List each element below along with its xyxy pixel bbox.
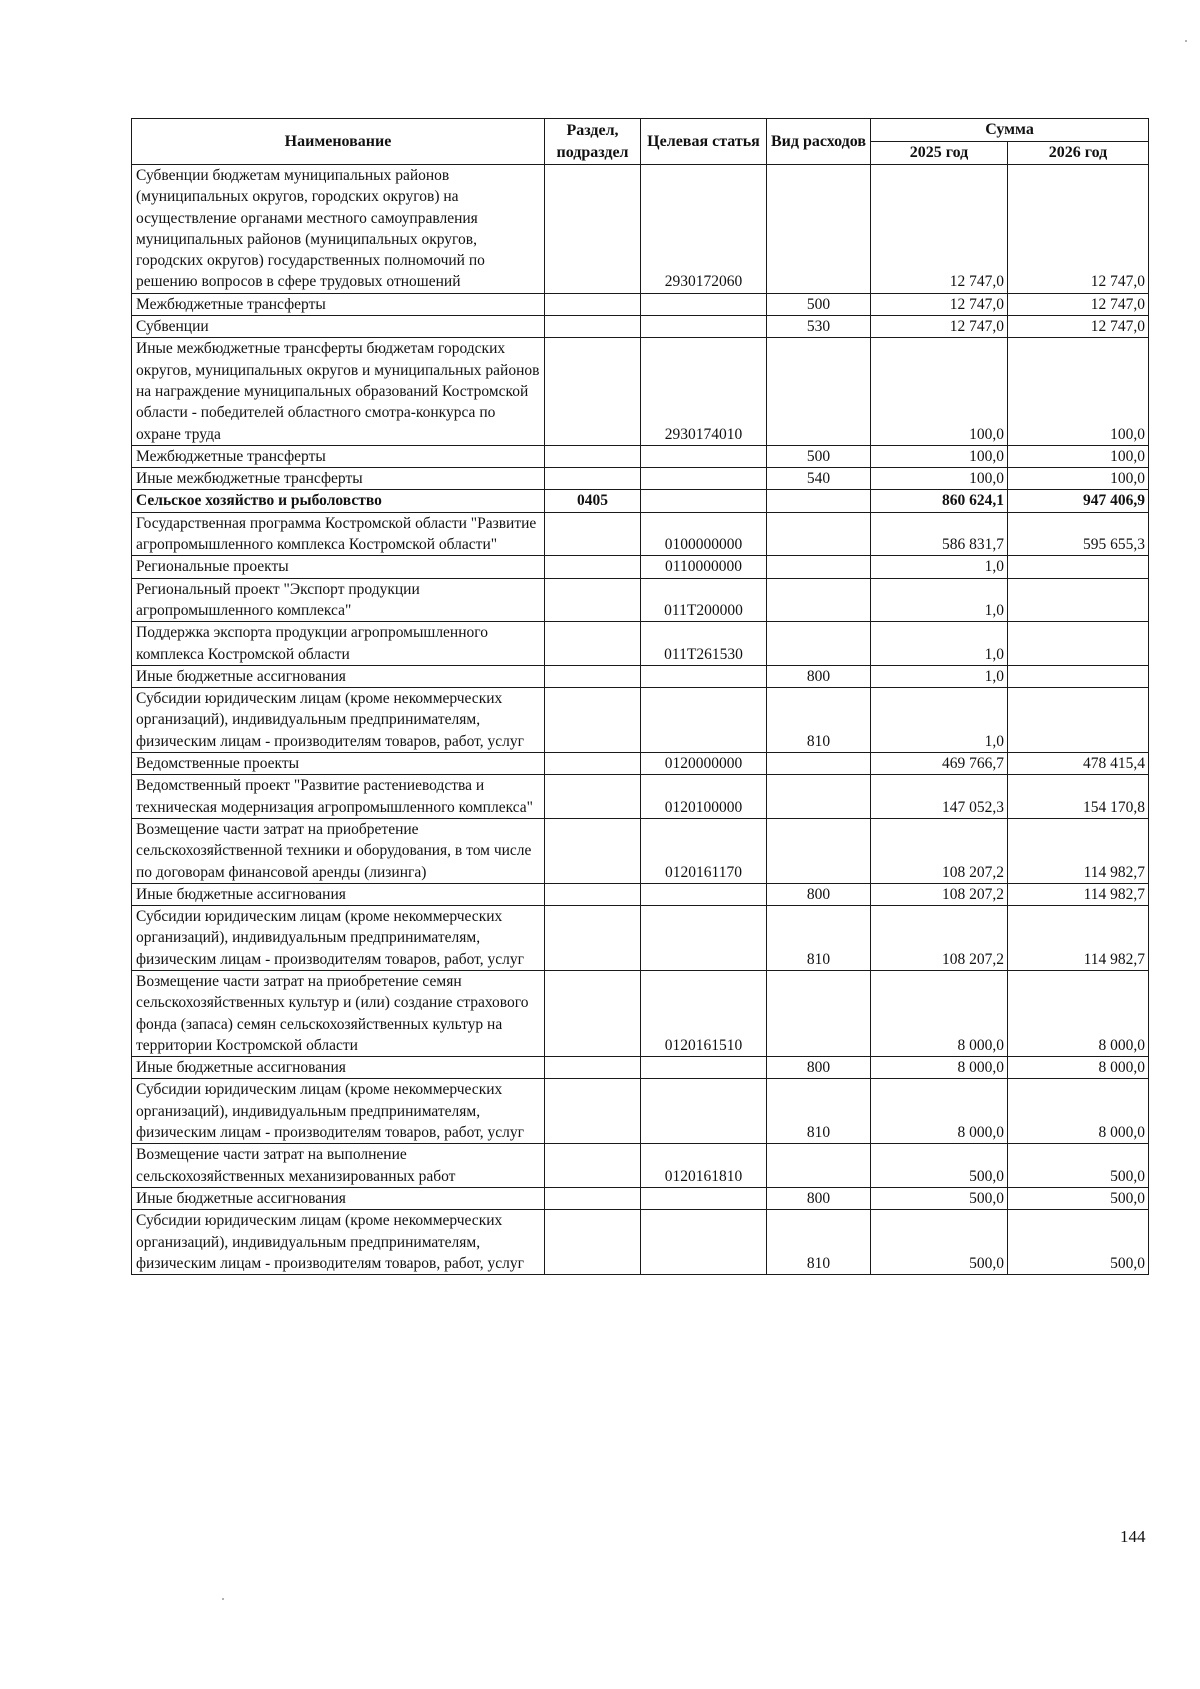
cell-kind [767, 970, 871, 1056]
cell-2026: 100,0 [1008, 338, 1149, 445]
cell-target [641, 316, 767, 338]
cell-section [545, 665, 641, 687]
table-row [132, 1210, 1149, 1275]
table-row [132, 556, 1149, 578]
cell-kind [767, 818, 871, 883]
cell-2026 [1008, 556, 1149, 578]
cell-2026: 8 000,0 [1008, 970, 1149, 1056]
cell-kind: 500 [767, 445, 871, 467]
cell-section [545, 445, 641, 467]
table-row [132, 1187, 1149, 1209]
cell-target: 0110000000 [641, 556, 767, 578]
cell-kind: 800 [767, 1057, 871, 1079]
cell-name: Поддержка экспорта продукции агропромышленного комплекса Костромской области [132, 622, 545, 666]
header-2025: 2025 год [871, 142, 1008, 165]
cell-2025: 8 000,0 [871, 1079, 1008, 1144]
page-number: 144 [1120, 1527, 1146, 1546]
header-section: Раздел, подраздел [545, 119, 641, 165]
table-row [132, 578, 1149, 622]
cell-2026 [1008, 688, 1149, 753]
cell-name: Региональный проект "Экспорт продукции агропромышленного комплекса" [132, 578, 545, 622]
cell-name: Ведомственные проекты [132, 753, 545, 775]
cell-2026: 500,0 [1008, 1144, 1149, 1188]
cell-2026 [1008, 622, 1149, 666]
cell-2026: 114 982,7 [1008, 818, 1149, 883]
cell-name: Возмещение части затрат на выполнение сельскохозяйственных механизированных работ [132, 1144, 545, 1188]
header-kind: Вид расходов [767, 119, 871, 165]
cell-2026 [1008, 665, 1149, 687]
cell-target [641, 906, 767, 971]
cell-2026: 500,0 [1008, 1187, 1149, 1209]
cell-kind [767, 165, 871, 294]
cell-2026: 500,0 [1008, 1210, 1149, 1275]
cell-2026 [1008, 578, 1149, 622]
cell-kind [767, 622, 871, 666]
cell-2026: 8 000,0 [1008, 1079, 1149, 1144]
cell-2026: 114 982,7 [1008, 906, 1149, 971]
cell-2025: 108 207,2 [871, 818, 1008, 883]
cell-name: Сельское хозяйство и рыболовство [132, 490, 545, 512]
cell-target [641, 293, 767, 315]
cell-2025: 12 747,0 [871, 165, 1008, 294]
table-row [132, 906, 1149, 971]
cell-section [545, 1144, 641, 1188]
cell-2025: 100,0 [871, 468, 1008, 490]
cell-2025: 8 000,0 [871, 1057, 1008, 1079]
cell-section [545, 906, 641, 971]
cell-section [545, 818, 641, 883]
table-body [132, 165, 1149, 1275]
cell-section [545, 293, 641, 315]
table-row [132, 316, 1149, 338]
cell-target [641, 1079, 767, 1144]
cell-2025: 469 766,7 [871, 753, 1008, 775]
cell-target [641, 490, 767, 512]
cell-section [545, 578, 641, 622]
cell-section [545, 338, 641, 445]
cell-name: Межбюджетные трансферты [132, 293, 545, 315]
table-row [132, 622, 1149, 666]
cell-target: 0120161510 [641, 970, 767, 1056]
cell-target [641, 665, 767, 687]
table-row [132, 775, 1149, 819]
table-row [132, 490, 1149, 512]
cell-target [641, 468, 767, 490]
cell-target: 0120161170 [641, 818, 767, 883]
cell-2026: 114 982,7 [1008, 883, 1149, 905]
cell-section: 0405 [545, 490, 641, 512]
cell-2025: 1,0 [871, 578, 1008, 622]
cell-2025: 100,0 [871, 338, 1008, 445]
cell-target [641, 1057, 767, 1079]
cell-name: Ведомственный проект "Развитие растениеводства и техническая модернизация агропромышленного комплекса" [132, 775, 545, 819]
cell-name: Иные бюджетные ассигнования [132, 1187, 545, 1209]
cell-target: 0120000000 [641, 753, 767, 775]
cell-kind [767, 1144, 871, 1188]
cell-2025: 108 207,2 [871, 883, 1008, 905]
header-target: Целевая статья [641, 119, 767, 165]
cell-target [641, 688, 767, 753]
cell-section [545, 512, 641, 556]
table-row [132, 1144, 1149, 1188]
cell-2026: 100,0 [1008, 445, 1149, 467]
cell-kind [767, 578, 871, 622]
cell-name: Региональные проекты [132, 556, 545, 578]
cell-2025: 147 052,3 [871, 775, 1008, 819]
cell-kind: 500 [767, 293, 871, 315]
cell-section [545, 883, 641, 905]
cell-kind: 800 [767, 883, 871, 905]
cell-2025: 12 747,0 [871, 316, 1008, 338]
cell-kind [767, 490, 871, 512]
cell-2025: 500,0 [871, 1144, 1008, 1188]
cell-target [641, 1187, 767, 1209]
cell-section [545, 753, 641, 775]
cell-target: 0120161810 [641, 1144, 767, 1188]
cell-2026: 12 747,0 [1008, 165, 1149, 294]
cell-section [545, 316, 641, 338]
cell-name: Субвенции бюджетам муниципальных районов (муниципальных округов, городских округов) на осуществление органами местного самоуправления муниципальных районов (муниципальных округов, городских округов) государственных полномочий по решению вопросов в сфере трудовых отношений [132, 165, 545, 294]
cell-2025: 1,0 [871, 622, 1008, 666]
cell-name: Субвенции [132, 316, 545, 338]
table-row [132, 1057, 1149, 1079]
cell-name: Государственная программа Костромской области "Развитие агропромышленного комплекса Костромской области" [132, 512, 545, 556]
cell-2025: 500,0 [871, 1210, 1008, 1275]
cell-target [641, 445, 767, 467]
cell-2025: 860 624,1 [871, 490, 1008, 512]
cell-section [545, 622, 641, 666]
cell-name: Иные бюджетные ассигнования [132, 883, 545, 905]
cell-2025: 108 207,2 [871, 906, 1008, 971]
cell-section [545, 1079, 641, 1144]
cell-2026: 100,0 [1008, 468, 1149, 490]
cell-2025: 100,0 [871, 445, 1008, 467]
cell-section [545, 1057, 641, 1079]
cell-name: Межбюджетные трансферты [132, 445, 545, 467]
table-row [132, 338, 1149, 445]
cell-kind: 800 [767, 1187, 871, 1209]
cell-2025: 500,0 [871, 1187, 1008, 1209]
cell-2026: 595 655,3 [1008, 512, 1149, 556]
cell-kind: 800 [767, 665, 871, 687]
table-row [132, 468, 1149, 490]
cell-name: Субсидии юридическим лицам (кроме некоммерческих организаций), индивидуальным предпринимателям, физическим лицам - производителям товаров, работ, услуг [132, 688, 545, 753]
cell-name: Возмещение части затрат на приобретение сельскохозяйственной техники и оборудования, в том числе по договорам финансовой аренды (лизинга) [132, 818, 545, 883]
cell-kind [767, 512, 871, 556]
cell-name: Субсидии юридическим лицам (кроме некоммерческих организаций), индивидуальным предпринимателям, физическим лицам - производителям товаров, работ, услуг [132, 906, 545, 971]
table-row [132, 818, 1149, 883]
cell-target: 011T261530 [641, 622, 767, 666]
table-row [132, 165, 1149, 294]
cell-kind: 810 [767, 1079, 871, 1144]
cell-2026: 478 415,4 [1008, 753, 1149, 775]
header-name: Наименование [132, 119, 545, 165]
cell-name: Иные бюджетные ассигнования [132, 665, 545, 687]
cell-section [545, 556, 641, 578]
table-row [132, 688, 1149, 753]
cell-section [545, 688, 641, 753]
cell-2026: 8 000,0 [1008, 1057, 1149, 1079]
cell-2026: 12 747,0 [1008, 316, 1149, 338]
cell-section [545, 165, 641, 294]
cell-name: Возмещение части затрат на приобретение семян сельскохозяйственных культур и (или) создание страхового фонда (запаса) семян сельскохозяйственных культур на территории Костромской области [132, 970, 545, 1056]
cell-name: Иные межбюджетные трансферты бюджетам городских округов, муниципальных округов и муниципальных районов на награждение муниципальных образований Костромской области - победителей областного смотра-конкурса по охране труда [132, 338, 545, 445]
cell-2026: 154 170,8 [1008, 775, 1149, 819]
cell-target: 011T200000 [641, 578, 767, 622]
cell-2025: 12 747,0 [871, 293, 1008, 315]
cell-2026: 12 747,0 [1008, 293, 1149, 315]
cell-2025: 1,0 [871, 688, 1008, 753]
cell-kind: 530 [767, 316, 871, 338]
cell-name: Иные межбюджетные трансферты [132, 468, 545, 490]
cell-target: 2930174010 [641, 338, 767, 445]
table-row [132, 512, 1149, 556]
scan-speck [222, 1598, 224, 1600]
cell-section [545, 1187, 641, 1209]
cell-2025: 586 831,7 [871, 512, 1008, 556]
budget-table [131, 118, 1149, 1275]
cell-kind: 810 [767, 1210, 871, 1275]
cell-2025: 8 000,0 [871, 970, 1008, 1056]
table-row [132, 883, 1149, 905]
table-row [132, 970, 1149, 1056]
cell-section [545, 775, 641, 819]
cell-kind [767, 556, 871, 578]
table-row [132, 665, 1149, 687]
table-row [132, 445, 1149, 467]
table-row [132, 293, 1149, 315]
cell-kind: 810 [767, 688, 871, 753]
scan-speck [1185, 40, 1187, 42]
cell-kind: 540 [767, 468, 871, 490]
cell-2025: 1,0 [871, 556, 1008, 578]
cell-section [545, 970, 641, 1056]
cell-kind [767, 753, 871, 775]
table-header [132, 119, 1149, 165]
cell-section [545, 468, 641, 490]
cell-target: 0120100000 [641, 775, 767, 819]
header-2026: 2026 год [1008, 142, 1149, 165]
table-row [132, 1079, 1149, 1144]
table-row [132, 753, 1149, 775]
cell-target: 2930172060 [641, 165, 767, 294]
cell-target: 0100000000 [641, 512, 767, 556]
cell-target [641, 883, 767, 905]
cell-section [545, 1210, 641, 1275]
cell-name: Субсидии юридическим лицам (кроме некоммерческих организаций), индивидуальным предпринимателям, физическим лицам - производителям товаров, работ, услуг [132, 1210, 545, 1275]
cell-kind [767, 775, 871, 819]
cell-kind: 810 [767, 906, 871, 971]
cell-2026: 947 406,9 [1008, 490, 1149, 512]
header-sum: Сумма [871, 119, 1149, 142]
cell-kind [767, 338, 871, 445]
cell-name: Субсидии юридическим лицам (кроме некоммерческих организаций), индивидуальным предпринимателям, физическим лицам - производителям товаров, работ, услуг [132, 1079, 545, 1144]
cell-target [641, 1210, 767, 1275]
cell-2025: 1,0 [871, 665, 1008, 687]
cell-name: Иные бюджетные ассигнования [132, 1057, 545, 1079]
